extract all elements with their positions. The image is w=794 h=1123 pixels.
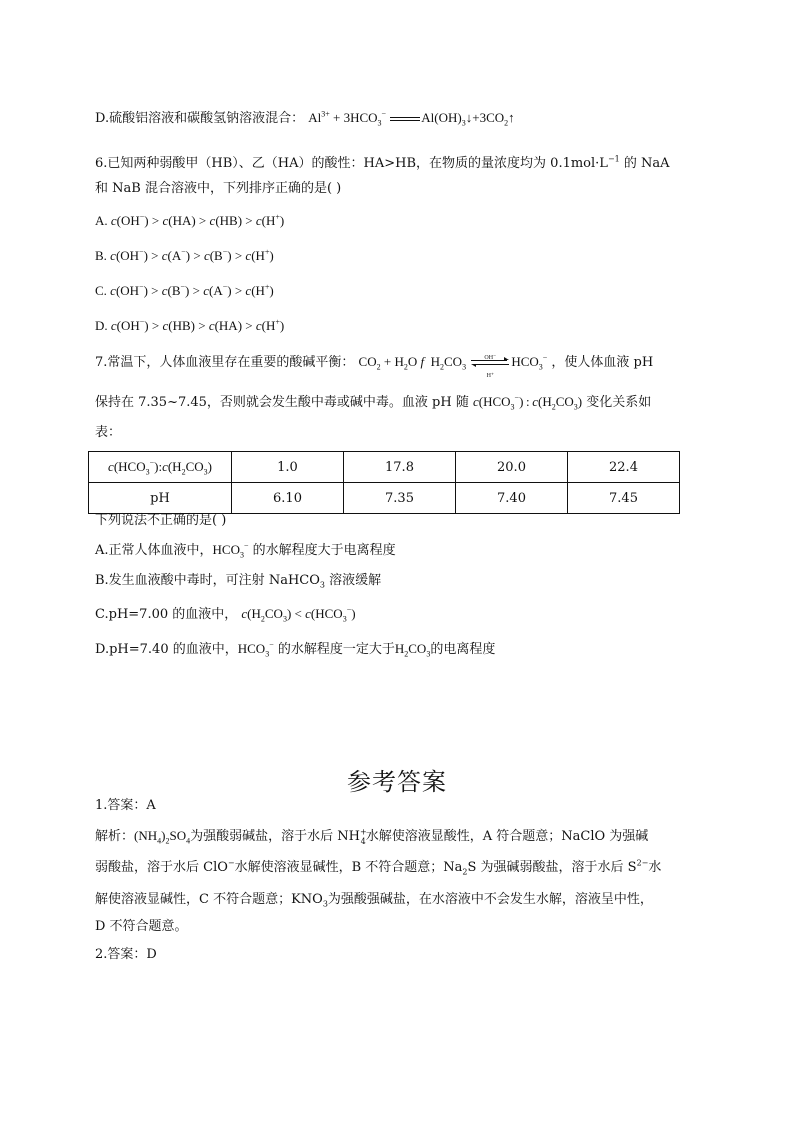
table-cell: 7.35 (344, 483, 456, 514)
q7-option-b: B.发生血液酸中毒时，可注射 NaHCO$_3$ 溶液缓解 (95, 573, 382, 590)
q6-option-c: C. c(OH−) > c(B−) > c(A−) > c(H+) (95, 282, 274, 298)
equilibrium-arrow-icon: $\frac{OH^-}{H^+}$ (471, 357, 509, 369)
q5-option-d (95, 109, 515, 128)
table-cell: 7.40 (456, 483, 568, 514)
q5-option-d-equation: $Al^{3+} + 3HCO_3^-$ $Al(OH)_3↓+3CO_2↑$ (308, 109, 515, 128)
q6-stem-line2: 和 NaB 混合溶液中，下列排序正确的是( ) (95, 181, 342, 196)
q7-stem-line1: 7.常温下，人体血液里存在重要的酸碱平衡： $CO_2 + H_2O$ f $H_2CO_3$ $\frac{OH^-}{H^+}$ $HCO_3^-$ ，使人体血液 pH (95, 353, 654, 380)
q5-option-d-text: D.硫酸铝溶液和碳酸氢钠溶液混合： (95, 111, 305, 126)
table-cell: 22.4 (568, 452, 680, 483)
table-cell: 20.0 (456, 452, 568, 483)
q6-option-d: D. c(OH−) > c(HB) > c(HA) > c(H+) (95, 317, 285, 333)
table-header-ratio: $c(HCO_3^-):c(H_2CO_3)$ (89, 452, 232, 483)
table-row (89, 483, 680, 514)
answer-2: 2.答案：D (95, 947, 157, 962)
q7-stem-line2: 保持在 7.35~7.45，否则就会发生酸中毒或碱中毒。血液 pH 随 $c(HCO_3^-)$ : $c(H_2CO_3)$ 变化关系如 (95, 393, 652, 412)
table-cell: 1.0 (232, 452, 344, 483)
q7-option-c: C.pH=7.00 的血液中， $c(H_2CO_3) < c(HCO_3^-)$ (95, 605, 356, 624)
table-cell: 6.10 (232, 483, 344, 514)
q7-stem-line3: 表： (95, 425, 122, 440)
answer-1-explanation-line3: 解使溶液显碱性，C 不符合题意；$KNO_3$为强酸强碱盐，在水溶液中不会发生水解，溶液呈中性， (95, 892, 653, 909)
q7-option-a: A.正常人体血液中，$HCO_3^-$ 的水解程度大于电离程度 (95, 541, 396, 560)
answer-1: 1.答案：A (95, 798, 156, 813)
answers-title: 参考答案 (347, 768, 447, 796)
q7-option-d: D.pH=7.40 的血液中，$HCO_3^-$ 的水解程度一定大于$H_2CO_3$的电离程度 (95, 640, 496, 659)
q6-option-a: A. c(OH−) > c(HA) > c(HB) > c(H+) (95, 212, 285, 228)
answer-1-explanation-line4: D 不符合题意。 (95, 919, 188, 934)
table-header-ph: pH (89, 483, 232, 514)
table-cell: 7.45 (568, 483, 680, 514)
q7-equilibrium-equation: $CO_2 + H_2O$ f $H_2CO_3$ $\frac{OH^-}{H^+}$ $HCO_3^-$ (358, 353, 548, 380)
table-row (89, 452, 680, 483)
table-cell: 17.8 (344, 452, 456, 483)
answer-1-explanation-line2: 弱酸盐，溶于水后 ClO−水解使溶液显碱性，B 不符合题意；$Na_2S$ 为强碱弱酸盐，溶于水后 $S^{2-}$水 (95, 858, 662, 877)
q7-data-table (88, 451, 680, 514)
q6-stem-line1: 6.已知两种弱酸甲（HB）、乙（HA）的酸性：HA>HB，在物质的量浓度均为 $0.1mol\cdot L^{-1}$ 的 NaA (95, 154, 670, 171)
answer-1-explanation-line1: 解析：$(NH_4)_2SO_4$为强酸弱碱盐，溶于水后 $NH^+_4$水解使溶液显酸性，A 符合题意；NaClO 为强碱 (95, 827, 649, 846)
q7-question: 下列说法不正确的是( ) (95, 513, 227, 528)
q6-option-b: B. c(OH−) > c(A−) > c(B−) > c(H+) (95, 247, 274, 263)
